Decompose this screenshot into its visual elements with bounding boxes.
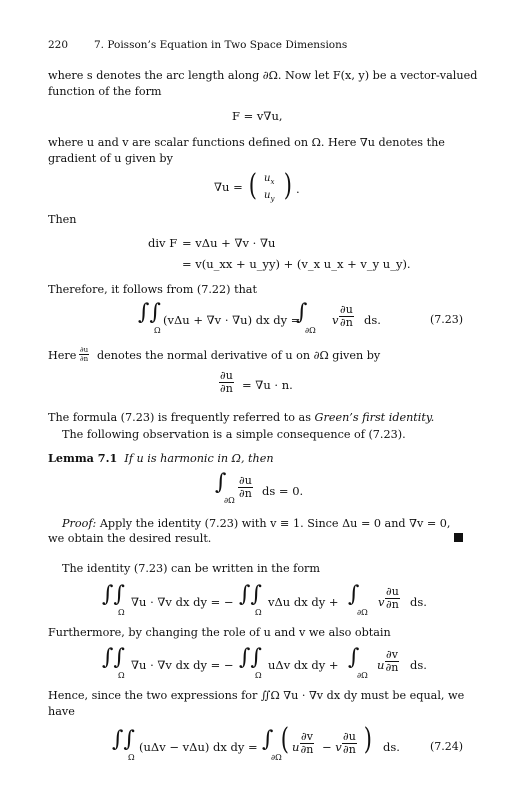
equation-number-7-24: (7.24) <box>430 740 464 753</box>
double-integral: ∫∫ <box>138 300 161 325</box>
omega-subscript: Ω <box>255 608 262 617</box>
paragraph-line: Therefore, it follows from (7.22) that <box>48 283 257 296</box>
eq723-v: v <box>332 313 339 327</box>
du-dn-inline: $\frac{\partial u}{\partial n}$ <box>80 346 89 363</box>
boundary-subscript: ∂Ω <box>357 608 368 617</box>
eqA-lhs: ∇u · ∇v dx dy = − <box>131 595 234 609</box>
eq723-lhs: (vΔu + ∇v · ∇u) dx dy = <box>163 313 301 327</box>
div-line2: = v(u_xx + u_yy) + (v_x u_x + v_y u_y). <box>182 257 411 271</box>
boundary-subscript: ∂Ω <box>305 326 316 335</box>
paragraph-line: where u and v are scalar functions defined on Ω. Here ∇u denotes the <box>48 136 445 149</box>
eqB-lhs: ∇u · ∇v dx dy = − <box>131 658 234 672</box>
eqB-ds: ds. <box>410 658 427 672</box>
paragraph-line: The identity (7.23) can be written in the form <box>62 562 321 575</box>
then-text: Then <box>48 213 77 226</box>
double-integral: ∫∫ <box>112 727 135 752</box>
omega-subscript: Ω <box>118 671 125 680</box>
left-paren: ( <box>280 722 289 757</box>
single-integral: ∫ <box>296 300 308 325</box>
here-text: Here <box>48 349 77 362</box>
single-integral: ∫ <box>348 582 360 607</box>
right-paren: ) <box>363 722 372 757</box>
eqB-u: u <box>377 658 385 672</box>
eqA-v: v <box>378 595 385 609</box>
div-lhs: div F <box>148 236 178 250</box>
paragraph-line: Furthermore, by changing the role of u and v we also obtain <box>48 626 391 639</box>
lemma-eq-rhs: ds = 0. <box>262 484 304 498</box>
gradient-end: . <box>296 182 300 196</box>
left-paren: ( <box>248 168 257 203</box>
du-dn-fraction: $\frac{\partial u}{\partial n}$ <box>239 474 252 500</box>
eqA-ds: ds. <box>410 595 427 609</box>
eq724-ds: ds. <box>383 740 400 754</box>
du-dn-fraction: $\frac{\partial u}{\partial n}$ <box>343 730 356 756</box>
eqB-mid: uΔv dx dy + <box>268 658 339 672</box>
eq723-ds: ds. <box>364 313 381 327</box>
paragraph-line: where s denotes the arc length along ∂Ω. Now let F(x, y) be a vector-valued <box>48 69 478 82</box>
eq724-minus-v: − v <box>322 740 342 754</box>
du-dn-fraction: $\frac{\partial u}{\partial n}$ <box>220 369 233 395</box>
omega-subscript: Ω <box>255 671 262 680</box>
double-integral: ∫∫ <box>239 582 262 607</box>
boundary-subscript: ∂Ω <box>224 496 235 505</box>
proof-line: we obtain the desired result. <box>48 532 212 545</box>
du-dn-fraction: $\frac{\partial u}{\partial n}$ <box>386 585 399 611</box>
page-number: 220 <box>48 39 69 51</box>
boundary-subscript: ∂Ω <box>357 671 368 680</box>
equation-number-7-23: (7.23) <box>430 313 464 326</box>
paragraph-line: function of the form <box>48 85 162 98</box>
running-title: 7. Poisson’s Equation in Two Space Dimensions <box>94 39 348 51</box>
gradient-top: $u_x$ <box>264 173 275 186</box>
double-integral: ∫∫ <box>102 645 125 670</box>
boundary-subscript: ∂Ω <box>271 753 282 762</box>
equation-F: F = v∇u, <box>232 109 283 123</box>
qed-square-icon <box>454 533 463 542</box>
right-paren: ) <box>283 168 292 203</box>
proof-line: Proof: Apply the identity (7.23) with v ≡ 1. Since Δu = 0 and ∇v = 0, <box>62 517 451 530</box>
lemma: Lemma 7.1 If u is harmonic in Ω, then <box>48 451 274 465</box>
eq724-u: u <box>292 740 300 754</box>
paragraph-line: have <box>48 705 75 718</box>
gradient-lhs: ∇u = <box>214 180 243 194</box>
normal-derivative-rhs: = ∇u · n. <box>242 378 293 392</box>
paragraph-line: denotes the normal derivative of u on ∂Ω given by <box>97 349 381 362</box>
eqA-mid: vΔu dx dy + <box>268 595 339 609</box>
dv-dn-fraction: $\frac{\partial v}{\partial n}$ <box>300 730 314 756</box>
paragraph-line: The formula (7.23) is frequently referred to as Green’s first identity. <box>48 411 435 424</box>
paragraph-line: The following observation is a simple consequence of (7.23). <box>62 428 406 441</box>
omega-subscript: Ω <box>118 608 125 617</box>
paragraph-line: Hence, since the two expressions for ∬Ω ∇u · ∇v dx dy must be equal, we <box>48 689 465 702</box>
single-integral: ∫ <box>262 727 274 752</box>
gradient-bottom: $u_y$ <box>264 190 275 203</box>
div-line1: = vΔu + ∇v · ∇u <box>182 236 276 250</box>
single-integral: ∫ <box>215 470 227 495</box>
omega-subscript: Ω <box>128 753 135 762</box>
single-integral: ∫ <box>348 645 360 670</box>
du-dn-fraction: $\frac{\partial u}{\partial n}$ <box>340 303 353 329</box>
double-integral: ∫∫ <box>239 645 262 670</box>
eq724-lhs: (uΔv − vΔu) dx dy = <box>139 740 258 754</box>
paragraph-line: gradient of u given by <box>48 152 173 165</box>
dv-dn-fraction: $\frac{\partial v}{\partial n}$ <box>385 648 399 674</box>
omega-subscript: Ω <box>154 326 161 335</box>
double-integral: ∫∫ <box>102 582 125 607</box>
